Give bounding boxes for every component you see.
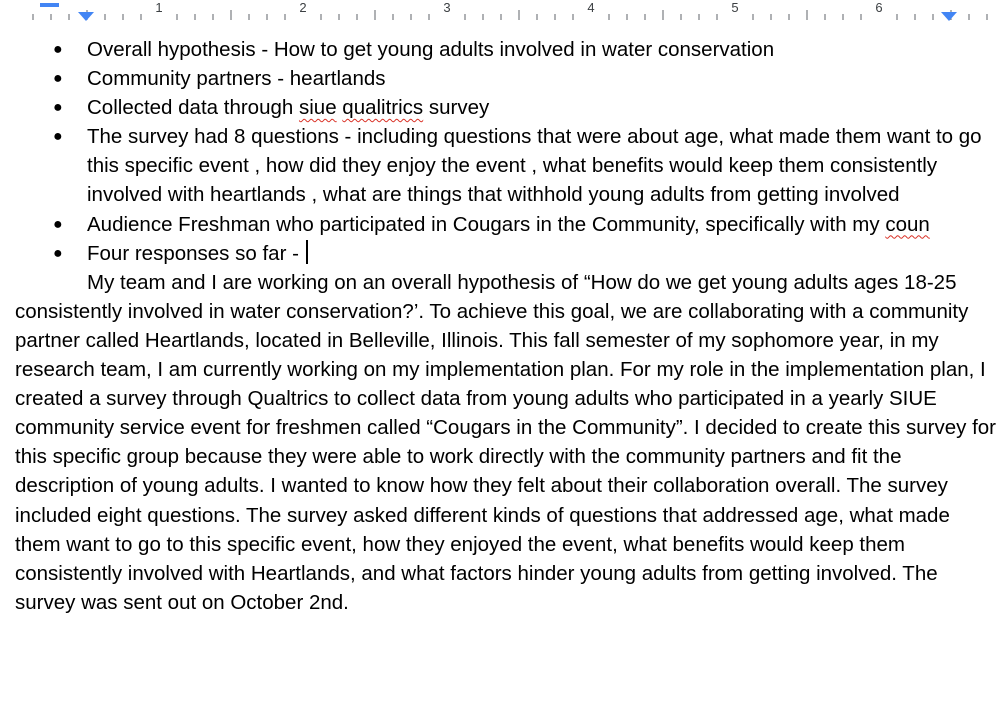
list-item[interactable]	[15, 239, 1000, 268]
left-indent-marker[interactable]	[78, 12, 94, 21]
first-line-indent-marker[interactable]	[40, 3, 59, 7]
body-paragraph[interactable]: My team and I are working on an overall hypothesis of “How do we get young adults ages 18-25 consistently involved in water conservation?’. To achieve this goal, we are collaborating with a community partner called Heartlands, located in Belleville, Illinois. This fall semester of my sophomore year, in my research team, I am currently working on my implementation plan. For my role in the implementation plan, I created a survey through Qualtrics to collect data from young adults who participated in a yearly SIUE community service event for freshmen called “Cougars in the Community”. I decided to create this survey for this specific group because they were able to work directly with the community partners and fit the description of young adults. I wanted to know how they felt about their collaboration overall. The survey included eight questions. The survey asked different kinds of questions that addressed age, what made them want to go to this specific event, how they enjoyed the event, what benefits would keep them consistently involved with Heartlands, and what factors hinder young adults from getting involved. The survey was sent out on October 2nd.	[15, 270, 996, 614]
right-indent-marker[interactable]	[941, 12, 957, 21]
bullet-icon: ●	[53, 99, 63, 117]
bullet-icon: ●	[53, 70, 63, 88]
list-item-text: Community partners - heartlands	[87, 67, 386, 91]
list-item-text: Audience Freshman who participated in Cougars in the Community, specifically with my	[87, 212, 886, 236]
ruler-number: 3	[443, 0, 451, 15]
misspelled-word[interactable]: siue	[298, 96, 337, 120]
bullet-icon: ●	[53, 244, 63, 262]
list-item-text: The survey had 8 questions - including questions that were about age, what made them want to go this specific event , how did they enjoy the event , what benefits would keep them consistently involved with heartlands , what are things that withhold young adults from getting involved	[87, 125, 982, 207]
bullet-icon: ●	[53, 215, 63, 233]
document-body[interactable]	[15, 35, 1000, 617]
misspelled-word[interactable]: qualitrics	[342, 96, 424, 120]
ruler-number: 2	[299, 0, 307, 15]
misspelled-word[interactable]: coun	[885, 212, 930, 236]
ruler-number: 5	[731, 0, 739, 15]
bullet-list[interactable]	[15, 35, 1000, 268]
list-item-text-end: survey	[423, 96, 490, 120]
list-item[interactable]	[15, 122, 1000, 209]
bullet-icon: ●	[53, 41, 63, 58]
list-item[interactable]	[15, 64, 1000, 93]
text-cursor	[306, 240, 308, 264]
list-item[interactable]	[15, 210, 1000, 239]
horizontal-ruler[interactable]	[0, 0, 1003, 24]
list-item[interactable]	[15, 93, 1000, 122]
ruler-scale	[0, 0, 1003, 24]
ruler-number: 6	[875, 0, 883, 15]
ruler-number: 4	[587, 0, 595, 15]
list-item-text: Overall hypothesis - How to get young adults involved in water conservation	[87, 38, 775, 61]
list-item-text-start: Collected data through	[87, 96, 299, 120]
list-item[interactable]	[15, 35, 1000, 64]
list-item-text: Four responses so far -	[87, 241, 305, 265]
ruler-number: 1	[155, 0, 163, 15]
bullet-icon: ●	[53, 128, 63, 146]
